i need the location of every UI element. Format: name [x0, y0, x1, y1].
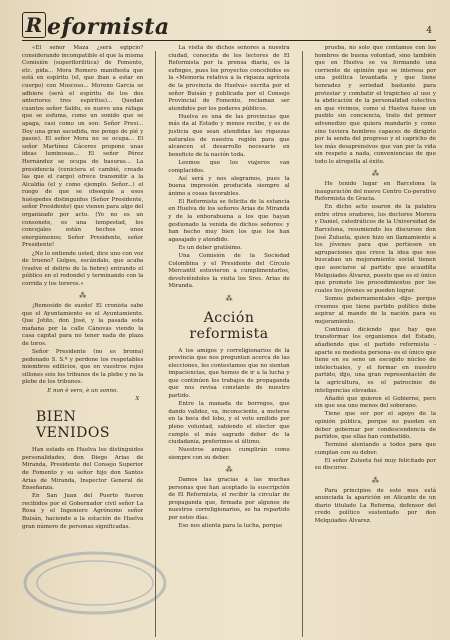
masthead-initial: R	[22, 12, 46, 38]
column-right	[315, 45, 436, 637]
article-paragraph: Nuestros amigos cumplirán como siempre con su deber.	[168, 447, 290, 461]
article-paragraph: Leemos que los viajeros van complacidos.	[168, 159, 290, 174]
column-left	[22, 45, 143, 637]
news-paragraph: En San Juan del Puerto fueron recibidos por el Gobernador civil señor La Rosa y el Ingeniero Agrónomo señor Buisán, haciendo a la estación de Huelva gran número de personas significadas.	[22, 493, 144, 530]
article-paragraph: «El señor Maza ¿será egipcio? considerando incompatible el que la misma Comisión (superflorilitica) de Fomento, etc. pida... Mora Romero manifiesta que está en espíritu (el, que iban a estar en cuerpo) con Moscoso... Moreno Garcia se adhiere (será el espíritu de los dos anteriores tres espíritus)... Quedan cuantos señor Saldu, es nuevo una ráfaga que se esfuma, como un sonido que se apaga, casi como un son: Señor Presi... Doy una gran sacudida, me pongo de pié y pasos). El señor Mora no se ocupa... El señor Martínez Cáceres propone unas ideas luminosas... El señor Pérez Hernández se ocupa de basuras... La presidencia (ceniciera el cambió, creado las que el cargo) ofrece transmitir a la Alcaldía (el y como ejemplo. Señor...) el ruego de que se obsequie a esos huéspedes distinguidos (Señor Presidente, señor Presidente) que vienen para algo del organizado por acto. (Yo no es un consonete, es una tempestad, los concejales están hechos unos energúmenos; Señor Presidente, señor Presidente!	[22, 45, 144, 249]
section-divider: ⁂	[371, 476, 379, 485]
article-paragraph: El señor Zulueta fué muy felicitado por su discurso.	[314, 457, 436, 472]
article-paragraph: Eso nos alienta para la lucha, porque	[178, 522, 283, 529]
section-divider: ⁂	[371, 170, 379, 178]
masthead-title	[22, 12, 170, 40]
section-divider: ⁂	[79, 292, 87, 300]
article-paragraph: El Reformista se felicita de la estancia en Huelva de los señores Arias de Miranda y de la enhorabuena a los que hayan gestionado la venida de dichos señores: y han hecho muy bien los que los han agasajado y atendido.	[168, 198, 290, 243]
headline-accion-reformista: Acción reformista	[189, 309, 269, 342]
article-paragraph: Una Comisión de la Sociedad Colombina y el Presidente del Círculo Mercantil estuvieron a cumplimentarlos, devolviéndoles la visita los Sres. Arias de Miranda.	[168, 253, 290, 290]
article-paragraph: Entre la manada de borregos, que dando validez, va, inconsciente, a meterse en la boca del lobo, y el voto emitido por pleno voluntad, sabiendo el elector que cumple el más sagrado deber de la ciudadanía, preferimos el último.	[168, 401, 290, 446]
column-rule	[302, 51, 303, 637]
article-paragraph: Señor Presidente (no es broma) pedonado S. S.ª y perdone los respetables miembros edilicios, que en vuestros rojos sillones sois los tribunos de la plebe y no la plebe de los tribunos.	[22, 349, 144, 386]
article-paragraph: Añadió que quieren el Gobierno, pero sin que sea uno menos del soberano.	[314, 395, 436, 410]
article-paragraph: prueba, no solo que contamos con los hombres de buena voluntad, sino también que en Huelva se va formando una corriente de opinión que se interesa por una política levantada y que tiene honradez y seriedad bastante para protestar y combatir el trapicheo al uso y la abdicación de la personalidad colectiva en que vivimos, como si Huelva fuese un pueblo sin conciencia, trato del primer advenedizo que quiera mandarlo y como sino tuviera hombres capaces de dirigirlo por la senda del progreso y el capricho de los más desaprensivos que van por la vida sin respeto a nada, conveniencias de que todo lo atropella al éxito.	[314, 45, 436, 165]
masthead-bar	[22, 10, 436, 41]
masthead-rest: eformista	[47, 14, 170, 40]
section-divider: ⁂	[225, 465, 233, 474]
article-paragraph: ¡Remosido de sueño! El cronista sabe que el Ayuntamiento es el Ayuntamiento. Que Jotito, don José, y la pasada esta mañana por la calle Cánovas viendo la casa capital para no tener nada de plaza de toros.	[22, 303, 144, 347]
article-paragraph: En dicho acto usaron de la palabra entre otros oradores, los doctores Morera y Daniel, catedráticos de la Universidad de Barcelona, resumiendo los discursos don José Zulueta, quien hizo un llamamiento a los jóvenes para que pertiesen en agrupaciones que crece la idea que nos buscaban un mejoramiento social tienen que asociarse al partido que acaudilla Melquiades Álvarez, puesto que es el único que promete los procedimientos por los cuales los jóvenes se pueden lograr.	[314, 204, 436, 294]
article-paragraph: Huelva es una de las provincias que más da al Estado y menos recibe, y es de justicia que sean atendidas las riquezas naturales de nuestra región para que alcancen el desarrollo necesario en beneficio de la nación toda.	[168, 113, 290, 158]
article-paragraph: Terminó alentando a todos para que cumplan con su deber.	[314, 442, 436, 456]
article-paragraph: Continuó diciendo que hay que transformar los organismos del Estado, añadiendo que el partido reformista -aparte su modesta persona- es el único que tiene en su seno un escogido núcleo de intelectuales, y el formar en nuestro partido, dijo, una gran representación de la agricultura, es el patrocinio de inteligencias elevadas.	[314, 326, 436, 394]
headline-bien-venidos: BIEN VENIDOS	[36, 409, 110, 442]
article-paragraph: He tenido lugar en Barcelona la inauguración del nuevo Centro Co-perativo Reformista de Gracia.	[314, 181, 436, 203]
article-columns	[22, 45, 436, 637]
article-paragraph: Damos las gracias a las muchas personas que han aceptado la suscripción de El Reformista, el recibir la circular de propaganda que, firmada por algunos de nuestros correligionarios, se ha repartido por estos días.	[168, 476, 290, 521]
article-paragraph: Así será y nos alegramos, pues la buena impresión producida siempre al ánimo a cosas favorables.	[168, 175, 290, 197]
article-paragraph: Para principios de este mes está anunciada la aparición en Alicante de un diario titulado La Reforma, defensor del credo político sustentado por don Melquiades Álvarez.	[314, 487, 436, 524]
article-paragraph: La visita de dichos señores a nuestra ciudad, conocida de los lectores de El Reformista por la prensa diaria, es la esfinges, pues los proyectos concebidos es la «Memoria relativa a la riqueza agrícola de la provincia de Huelva» escrita por el señor Buisán y publicada por el Consejo Provincial de Fomento, reclaman ser atendidos por los poderes públicos.	[168, 45, 290, 112]
article-paragraph: Somos gubernamentales -dijo- porque creemos que tiene partido político debe aspirar al mando de la nación para su mejoramiento.	[314, 295, 436, 325]
article-paragraph: A los amigos y correligionarios de la provincia que nos preguntan acerca de las elecciones, les contestamos que no sientan impaciencias, que hemos de ir a la lucha y que continúen los trabajos de propaganda que nos revisa constante de nuestro partido.	[168, 347, 290, 400]
column-rule	[155, 51, 156, 637]
signature: X	[135, 395, 140, 402]
motto-line: E non è vero, è un sonno.	[47, 387, 119, 394]
news-paragraph: Han estado en Huelva los distinguidos personalidades, don Diego Arias de Miranda, Presidente del Consejo Superior de Fomento y su señor hijo don Santos Arias de Miranda, Inspector General de Enseñanza.	[22, 447, 144, 492]
article-paragraph: Tiene que ser por el apoyo de la opinión pública, porque no pueden en deber gobernar por condescendencia de partidos, que ellas han combatido.	[314, 411, 436, 441]
article-paragraph: Es un deber gratísimo.	[178, 244, 242, 251]
section-divider: ⁂	[225, 294, 233, 303]
column-middle	[168, 45, 289, 637]
article-paragraph: ¿No lo entiende usted, dice uno con voz de trueno? Golpes, escándalo, que acaba (vuelve el delirio de la fiebre) entrando el público en el redondel y terminando con la corrida y los toreros.»	[22, 250, 144, 287]
page-number: 4	[426, 26, 432, 36]
